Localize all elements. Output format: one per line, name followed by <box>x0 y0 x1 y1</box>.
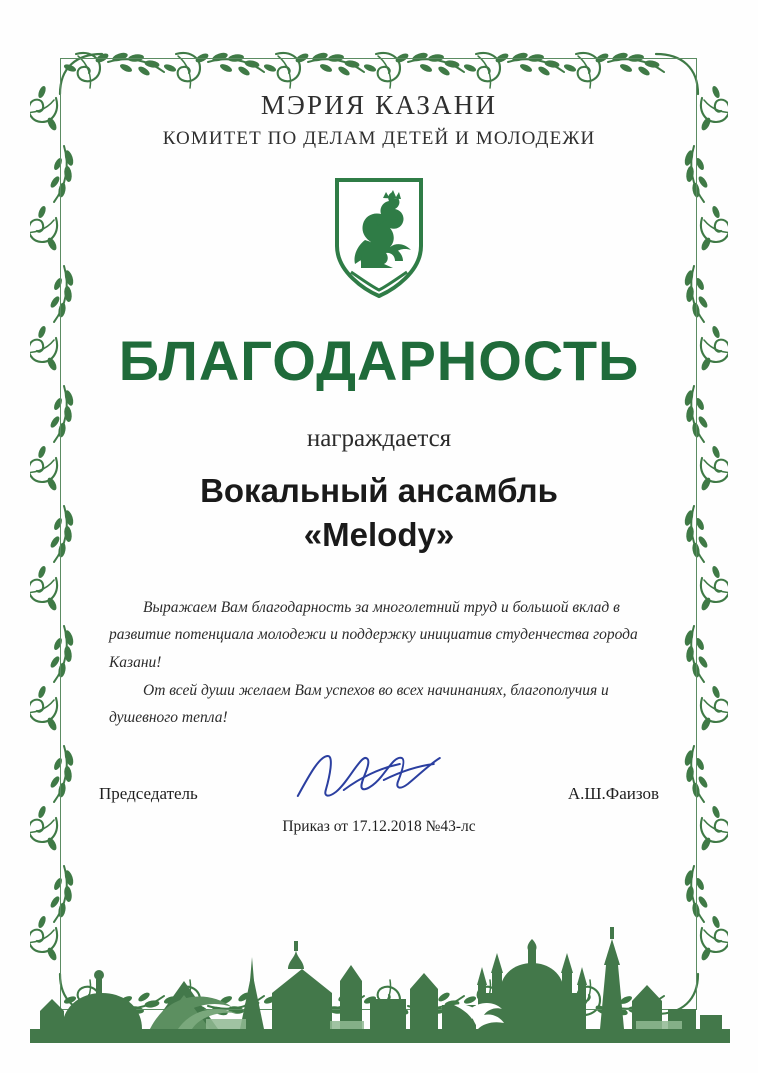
signatory-role: Председатель <box>99 783 198 803</box>
signature-row <box>99 784 659 804</box>
body-text <box>109 594 649 732</box>
certificate-content <box>78 90 680 836</box>
recipient-line-1: Вокальный ансамбль <box>200 471 558 509</box>
recipient-name <box>78 469 680 558</box>
body-paragraph-2: От всей души желаем Вам успехов во всех начинаниях, благополучия и душевного тепла! <box>109 681 609 727</box>
organization-line-1: МЭРИЯ КАЗАНИ <box>260 90 498 120</box>
page-title: БЛАГОДАРНОСТЬ <box>118 329 640 392</box>
awarded-label: награждается <box>306 424 452 452</box>
handwritten-signature <box>284 750 454 802</box>
recipient-line-2: «Melody» <box>303 516 455 554</box>
body-paragraph-1: Выражаем Вам благодарность за многолетний труд и большой вклад в развитие потенциала молодежи и поддержку инициатив студенчества города Казани! <box>109 598 638 672</box>
kazan-city-skyline-silhouette <box>0 861 758 1051</box>
signatory-name: А.Ш.Фаизов <box>567 783 659 803</box>
organization-line-2: КОМИТЕТ ПО ДЕЛАМ ДЕТЕЙ И МОЛОДЕЖИ <box>162 128 596 149</box>
order-reference: Приказ от 17.12.2018 №43-лс <box>282 817 476 835</box>
kazan-coat-of-arms-zilant-dragon-icon <box>331 176 427 300</box>
